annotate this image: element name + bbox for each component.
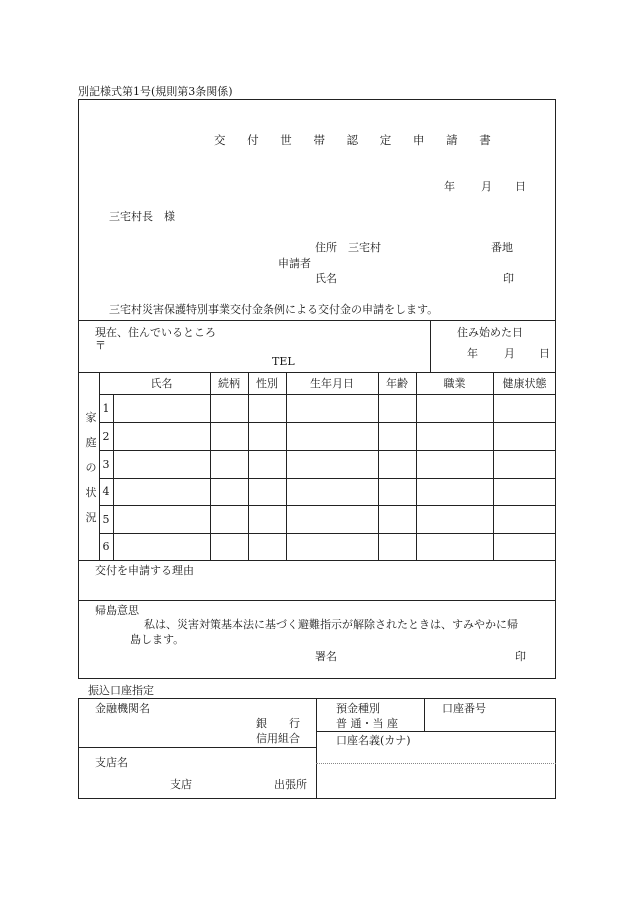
row-number: 5	[102, 513, 110, 526]
current-residence-label: 現在、住んでいるところ	[95, 326, 216, 339]
household-side-label: 家	[85, 411, 97, 424]
household-side-label: 状	[85, 486, 97, 499]
table-line	[424, 698, 425, 731]
reason-label: 交付を申請する理由	[95, 564, 194, 577]
banchi-label: 番地	[491, 241, 513, 254]
table-line	[210, 372, 211, 560]
row-number: 6	[102, 540, 110, 553]
table-line	[99, 450, 556, 451]
tel-label: TEL	[272, 355, 295, 368]
bank-option: 銀 行	[256, 717, 300, 730]
table-line	[113, 394, 114, 560]
column-header-name: 氏名	[150, 377, 173, 390]
since-month-label: 月	[504, 347, 515, 360]
table-line	[286, 372, 287, 560]
dotted-line	[316, 763, 556, 764]
column-header-health: 健康状態	[502, 377, 547, 390]
seal-mark: 印	[503, 272, 514, 285]
since-day-label: 日	[539, 347, 550, 360]
table-line	[378, 372, 379, 560]
account-type-options: 普 通・当 座	[336, 717, 398, 730]
intent-text-line1: 私は、災害対策基本法に基づく避難指示が解除されたときは、すみやかに帰	[144, 618, 518, 631]
signature-label: 署名	[315, 650, 337, 663]
table-line	[493, 372, 494, 560]
household-side-label: の	[85, 461, 97, 474]
since-year-label: 年	[467, 347, 478, 360]
table-line	[99, 533, 556, 534]
sub-branch-suffix: 出張所	[274, 778, 307, 791]
date-day-label: 日	[515, 180, 526, 193]
divider	[430, 320, 431, 372]
name-label: 氏名	[315, 272, 337, 285]
divider	[78, 600, 556, 601]
divider	[78, 320, 556, 321]
column-header-sex: 性別	[256, 377, 278, 390]
date-month-label: 月	[481, 180, 492, 193]
branch-label: 支店名	[95, 756, 128, 769]
column-header-occupation: 職業	[443, 377, 466, 390]
form-label: 別記様式第1号(規則第3条関係)	[78, 85, 233, 98]
form-title: 交 付 世 帯 認 定 申 請 書	[214, 133, 500, 147]
table-line	[99, 394, 556, 395]
intent-label: 帰島意思	[95, 604, 139, 617]
table-line	[316, 731, 556, 732]
row-number: 1	[102, 402, 110, 415]
credit-union-option: 信用組合	[256, 732, 300, 745]
table-line	[99, 422, 556, 423]
household-side-label: 況	[85, 511, 97, 524]
address-label: 住所 三宅村	[315, 241, 381, 254]
table-line	[416, 372, 417, 560]
intent-text-line2: 島します。	[130, 633, 185, 646]
bank-section-label: 振込口座指定	[88, 684, 154, 697]
row-number: 4	[102, 485, 110, 498]
column-header-birthdate: 生年月日	[310, 377, 354, 390]
addressee: 三宅村長 様	[109, 210, 175, 223]
table-line	[248, 372, 249, 560]
divider	[78, 372, 556, 373]
table-line	[78, 747, 316, 748]
row-number: 2	[102, 430, 110, 443]
applicant-label: 申請者	[278, 257, 311, 270]
divider	[78, 560, 556, 561]
account-number-label: 口座番号	[442, 702, 486, 715]
seal-mark: 印	[515, 650, 526, 663]
table-line	[99, 478, 556, 479]
postal-mark: 〒	[95, 339, 106, 352]
household-side-label: 庭	[85, 436, 97, 449]
table-line	[316, 698, 317, 799]
table-line	[99, 505, 556, 506]
application-statement: 三宅村災害保護特別事業交付金条例による交付金の申請をします。	[109, 303, 439, 316]
column-header-relation: 続柄	[218, 377, 240, 390]
row-number: 3	[102, 458, 110, 471]
date-year-label: 年	[444, 180, 455, 193]
branch-suffix: 支店	[170, 778, 192, 791]
account-type-label: 預金種別	[336, 702, 380, 715]
account-name-label: 口座名義(カナ)	[336, 734, 411, 747]
residence-since-label: 住み始めた日	[457, 326, 523, 339]
column-header-age: 年齢	[386, 377, 408, 390]
institution-label: 金融機関名	[95, 702, 150, 715]
